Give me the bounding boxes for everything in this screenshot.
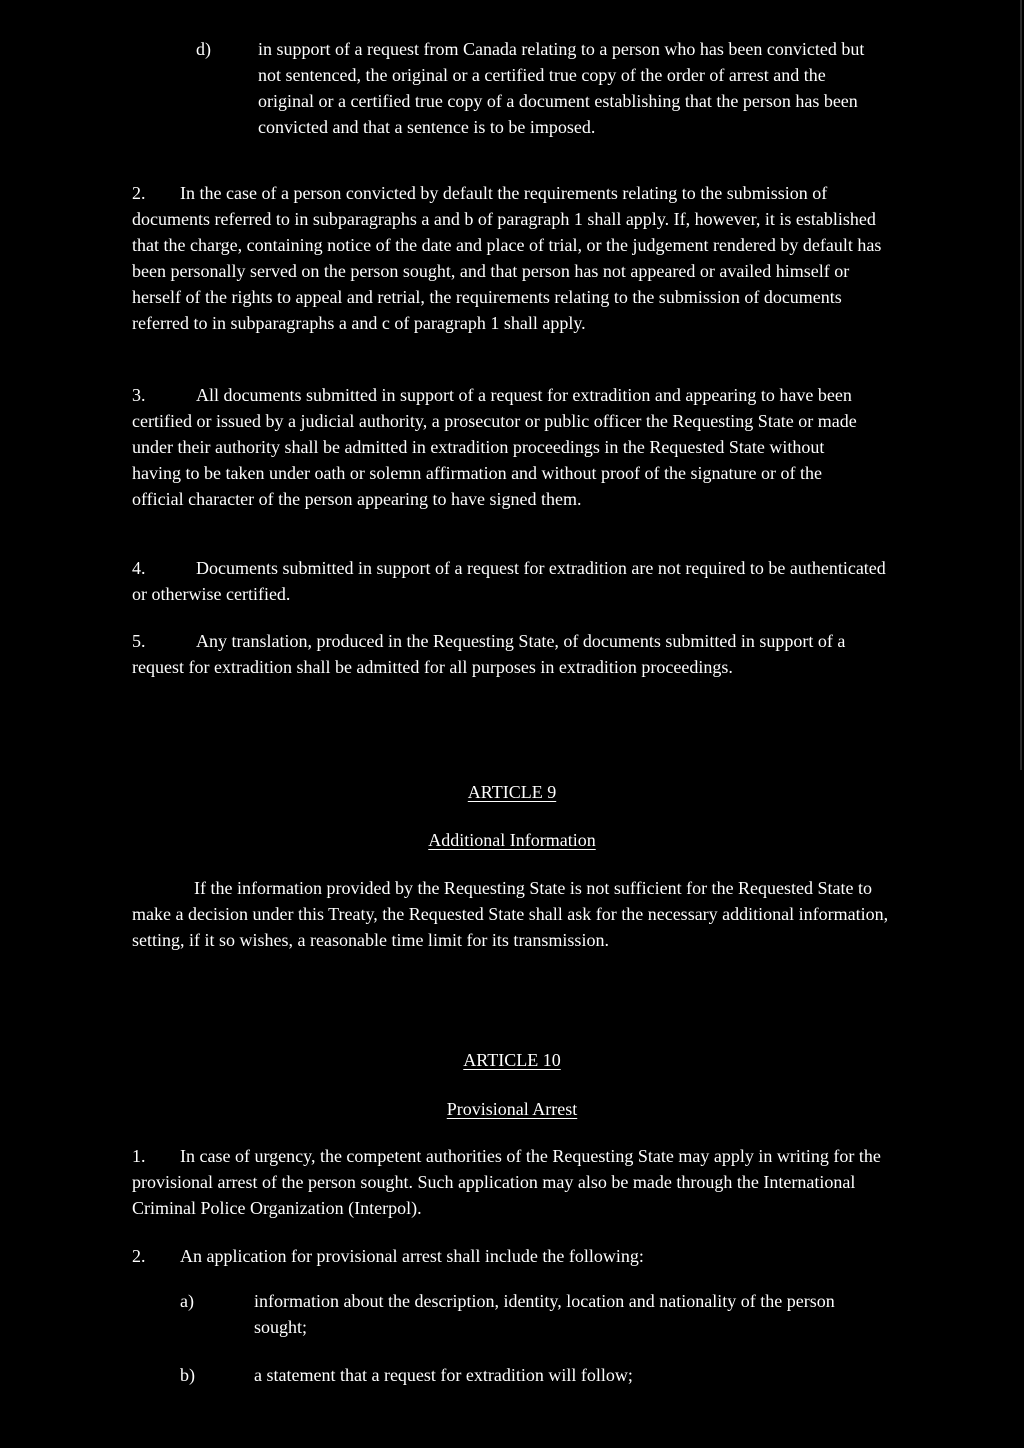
para-2-text: In the case of a person convicted by default the requirements relating to the submission of documents referred to in subparagraphs a and b of paragraph 1 shall apply. If, however, it is established that the charge, containing notice of the date and place of trial, or the judgement rendered by default has been personally served on the person sought, and that person has not appeared or availed himself or herself of the rights to appeal and retrial, the requirements relating to the submission of documents referred to in subparagraphs a and c of paragraph 1 shall apply. [132,183,882,333]
para-2-number: 2. [132,183,146,203]
para-4-text: Documents submitted in support of a request for extradition are not required to be authenticated or otherwise certified. [132,558,886,604]
para-d [0,36,1024,166]
article-10-item-b [0,1362,1024,1392]
para-4 [132,555,892,607]
para-4-number: 4. [132,558,146,578]
item-b-text: a statement that a request for extradition will follow; [254,1365,633,1385]
para-d-label: d) [196,39,211,59]
para-2 [132,180,892,336]
para-5 [132,628,872,680]
article-9-title: ARTICLE 9 [467,782,557,802]
article-9-subtitle: Additional Information [428,830,596,850]
item-a-label: a) [180,1291,194,1311]
article-10-para-1-text: In case of urgency, the competent authorities of the Requesting State may apply in writing for the provisional arrest of the person sought. Such application may also be made through the International Criminal Police Organization (Interpol). [132,1146,881,1218]
item-b-label: b) [180,1365,195,1385]
article-9-text: If the information provided by the Requesting State is not sufficient for the Requested State to make a decision under this Treaty, the Requested State shall ask for the necessary additional information, setting, if it so wishes, a reasonable time limit for its transmission. [132,878,889,950]
article-10-subtitle: Provisional Arrest [446,1099,578,1119]
item-a-text: information about the description, identity, location and nationality of the person sought; [254,1291,835,1337]
article-10-title: ARTICLE 10 [463,1050,561,1070]
article-10-para-1 [132,1143,892,1221]
article-10-item-a [0,1288,1024,1348]
para-3-number: 3. [132,385,146,405]
article-10-para-1-number: 1. [132,1146,146,1166]
para-3 [132,382,872,512]
article-10-para-2-number: 2. [132,1246,146,1266]
para-5-text: Any translation, produced in the Requesting State, of documents submitted in support of a request for extradition shall be admitted for all purposes in extradition proceedings. [132,631,846,677]
para-3-text: All documents submitted in support of a request for extradition and appearing to have been certified or issued by a judicial authority, a prosecutor or public officer the Requesting State or made under their authority shall be admitted in extradition proceedings in the Requested State without having to be taken under oath or solemn affirmation and without proof of the signature or of the official character of the person appearing to have signed them. [132,385,857,509]
article-10-para-2-text: An application for provisional arrest shall include the following: [180,1246,644,1266]
article-10-para-2 [132,1243,892,1269]
para-d-text: in support of a request from Canada relating to a person who has been convicted but not sentenced, the original or a certified true copy of the order of arrest and the original or a certified true copy of a document establishing that the person has been convicted and that a sentence is to be imposed. [258,39,865,137]
para-5-number: 5. [132,631,146,651]
